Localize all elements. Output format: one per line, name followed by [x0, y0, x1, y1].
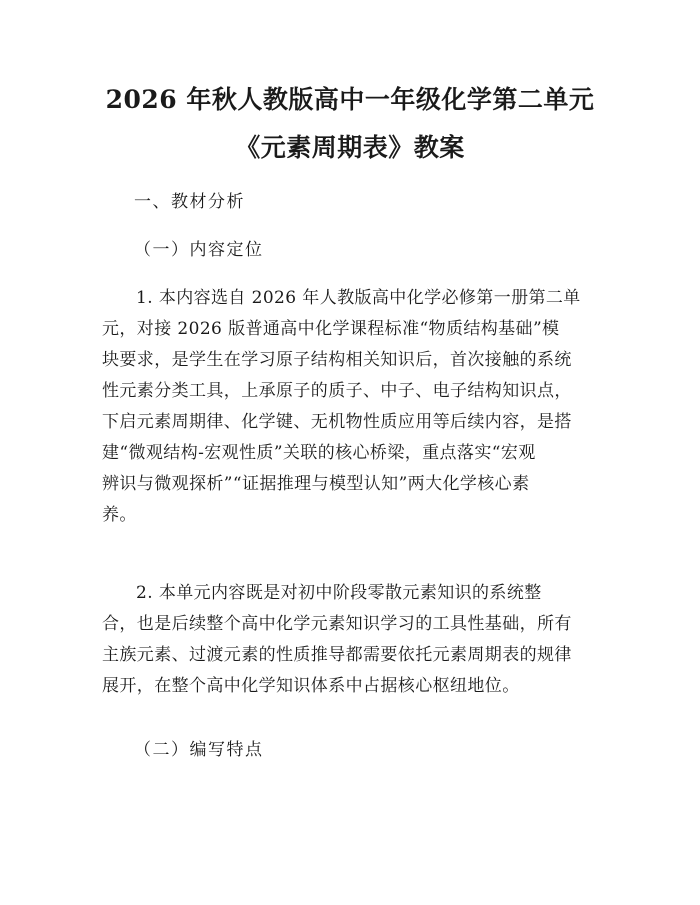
- paragraph-line: 主族元素、过渡元素的性质推导都需要依托元素周期表的规律: [102, 645, 572, 665]
- paragraph-line: 下启元素周期律、化学键、无机物性质应用等后续内容，是搭: [102, 412, 572, 432]
- paragraph-line: 2. 本单元内容既是对初中阶段零散元素知识的系统整: [136, 583, 542, 603]
- paragraph-line: 辨识与微观探析”“证据推理与模型认知”两大化学核心素: [102, 474, 530, 494]
- document-title-line-1: 2026 年秋人教版高中一年级化学第二单元: [105, 85, 595, 114]
- subsection-heading-writing-features: （二）编写特点: [134, 740, 264, 760]
- paragraph-line: 元，对接 2026 版普通高中化学课程标准“物质结构基础”模: [102, 319, 560, 339]
- section-heading-textbook-analysis: 一、教材分析: [134, 192, 245, 212]
- paragraph-1: [102, 283, 602, 531]
- paragraph-line: 合，也是后续整个高中化学元素知识学习的工具性基础，所有: [102, 614, 572, 634]
- paragraph-line: 展开，在整个高中化学知识体系中占据核心枢纽地位。: [102, 676, 520, 696]
- paragraph-line: 性元素分类工具，上承原子的质子、中子、电子结构知识点，: [102, 381, 572, 401]
- document-title-line-2: 《元素周期表》教案: [235, 133, 465, 162]
- paragraph-line: 1. 本内容选自 2026 年人教版高中化学必修第一册第二单: [136, 288, 581, 308]
- paragraph-line: 建“微观结构-宏观性质”关联的核心桥梁，重点落实“宏观: [102, 443, 536, 463]
- paragraph-2: [102, 578, 602, 702]
- paragraph-line: 块要求，是学生在学习原子结构相关知识后，首次接触的系统: [102, 350, 572, 370]
- subsection-heading-content-positioning: （一）内容定位: [134, 240, 264, 260]
- paragraph-line: 养。: [102, 505, 137, 525]
